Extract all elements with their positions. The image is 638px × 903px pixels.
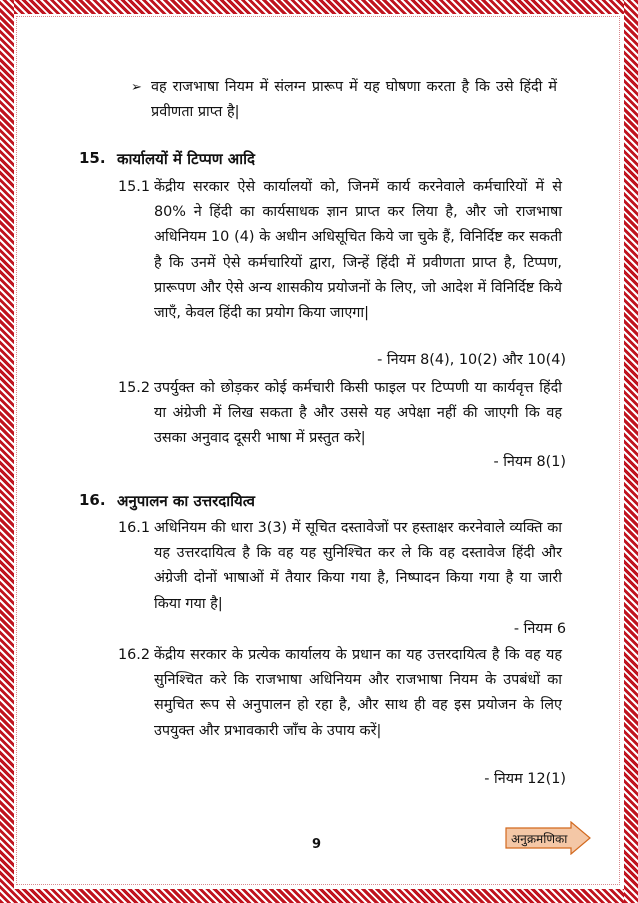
subsection-16-1 <box>118 516 562 617</box>
rule-reference: - नियम 12(1) <box>484 771 566 787</box>
section-title: कार्यालयों में टिप्पण आदि <box>117 150 255 168</box>
arrow-bullet-icon: ➢ <box>131 80 142 95</box>
section-title: अनुपालन का उत्तरदायित्व <box>117 492 256 510</box>
subsection-number: 15.1 <box>118 179 151 195</box>
subsection-text: अधिनियम की धारा 3(3) में सूचित दस्तावेजों पर हस्ताक्षर करनेवाले व्यक्ति का यह उत्तरदायित्व है कि वह यह सुनिश्चित कर ले कि वह दस्तावेज हिंदी और अंग्रेजी दोनों भाषाओं में तैयार किया गया है, निष्पादन किया गया है या जारी किया गया है| <box>154 520 562 612</box>
rule-reference: - नियम 8(4), 10(2) और 10(4) <box>377 352 566 368</box>
subsection-text: केंद्रीय सरकार के प्रत्येक कार्यालय के प्रधान का यह उत्तरदायित्व है कि वह यह सुनिश्चित करे कि राजभाषा अधिनियम और राजभाषा नियम के उपबंधों का समुचित रूप से अनुपालन हो रहा है, और साथ ही वह इस प्रयोजन के लिए उपयुक्त और प्रभावकारी जाँच के उपाय करें| <box>154 647 562 739</box>
section-number: 15. <box>79 149 106 167</box>
section-heading-15 <box>79 149 255 169</box>
page-number: 9 <box>312 837 322 852</box>
section-number: 16. <box>79 491 106 509</box>
subsection-15-2 <box>118 376 562 452</box>
subsection-15-1 <box>118 175 562 326</box>
index-button-label: अनुक्रमणिका <box>511 832 568 846</box>
subsection-16-2 <box>118 643 562 744</box>
bullet-item <box>131 75 557 125</box>
bullet-text: वह राजभाषा नियम में संलग्न प्रारूप में यह घोषणा करता है कि उसे हिंदी में प्रवीणता प्राप्त है| <box>151 79 557 120</box>
subsection-text: केंद्रीय सरकार ऐसे कार्यालयों को, जिनमें कार्य करनेवाले कर्मचारियों में से 80% ने हिंदी का कार्यसाधक ज्ञान प्राप्त कर लिया है, और जो राजभाषा अधिनियम 10 (4) के अधीन अधिसूचित किये जा चुके हैं, विनिर्दिष्ट कर सकती है कि उनमें ऐसे कर्मचारियों द्वारा, जिन्हें हिंदी में प्रवीणता प्राप्त है, टिप्पण, प्रारूपण और ऐसे अन्य शासकीय प्रयोजनों के लिए, जो आदेश में विनिर्दिष्ट किये जाएँ, केवल हिंदी का प्रयोग किया जाएगा| <box>154 179 562 322</box>
rule-reference: - नियम 6 <box>513 621 566 637</box>
subsection-text: उपर्युक्त को छोड़कर कोई कर्मचारी किसी फाइल पर टिप्पणी या कार्यवृत्त हिंदी या अंग्रेजी में लिख सकता है और उससे यह अपेक्षा नहीं की जाएगी कि वह उसका अनुवाद दूसरी भाषा में प्रस्तुत करे| <box>154 380 562 447</box>
rule-reference: - नियम 8(1) <box>493 454 566 470</box>
index-nav-button[interactable] <box>505 821 591 855</box>
subsection-number: 16.1 <box>118 520 151 536</box>
subsection-number: 15.2 <box>118 380 151 396</box>
section-heading-16 <box>79 491 255 511</box>
subsection-number: 16.2 <box>118 647 151 663</box>
